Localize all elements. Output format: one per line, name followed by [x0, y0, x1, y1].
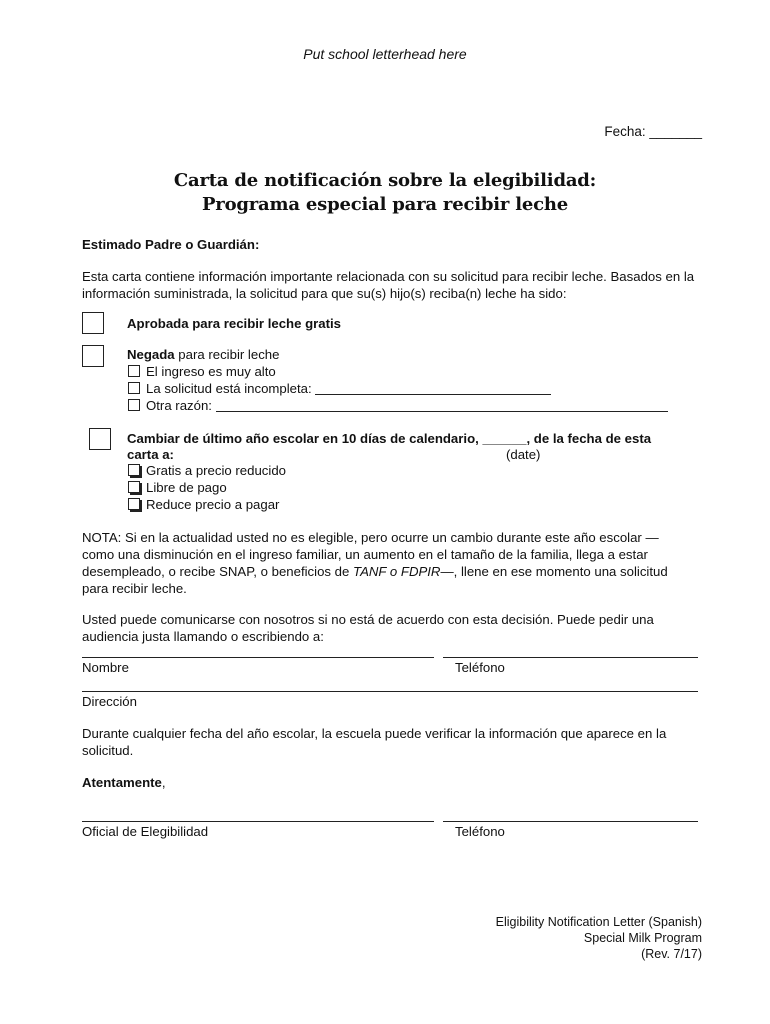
checkbox-icon[interactable] — [128, 365, 140, 377]
denied-option-incomplete[interactable] — [128, 380, 551, 397]
letter-subtitle: Programa especial para recibir leche — [201, 194, 569, 215]
other-reason-line[interactable] — [216, 411, 668, 412]
address-label: Dirección — [82, 694, 137, 709]
salutation: Estimado Padre o Guardián: — [82, 237, 260, 252]
footer-program: Special Milk Program — [583, 931, 702, 945]
change-option-free-reduced[interactable] — [128, 462, 286, 479]
note-paragraph — [82, 529, 694, 597]
appeal-paragraph: Usted puede comunicarse con nosotros si no está de acuerdo con esta decisión. Puede pedir una audiencia justa llamando o escribiendo a: — [82, 612, 654, 644]
closing-comma: , — [161, 775, 166, 790]
phone-line[interactable] — [443, 657, 698, 658]
change-option-reduced[interactable] — [128, 496, 279, 513]
option-label: El ingreso es muy alto — [146, 364, 276, 379]
date-field: Fecha: _______ — [604, 124, 702, 139]
note-text-end: —, llene en ese momento una solicitud para recibir leche. — [82, 564, 668, 596]
address-line[interactable] — [82, 691, 698, 692]
closing-word: Atentamente — [82, 775, 162, 790]
footer-form-name: Eligibility Notification Letter (Spanish) — [495, 915, 702, 929]
phone-label: Teléfono — [455, 660, 505, 675]
official-label: Oficial de Elegibilidad — [82, 824, 209, 839]
approved-checkbox[interactable] — [82, 312, 104, 334]
option-label: La solicitud está incompleta: — [146, 381, 316, 396]
checkbox-icon[interactable] — [128, 481, 140, 493]
name-label: Nombre — [82, 660, 129, 675]
denied-label-rest: para recibir leche — [174, 347, 280, 362]
footer-revision: (Rev. 7/17) — [641, 947, 702, 961]
denied-option-income[interactable] — [128, 363, 276, 380]
verification-paragraph: Durante cualquier fecha del año escolar, la escuela puede verificar la información que aparece en la solicitud. — [82, 726, 667, 758]
checkbox-icon[interactable] — [128, 464, 140, 476]
option-label: Gratis a precio reducido — [146, 463, 287, 478]
form-footer — [496, 914, 702, 962]
date-caption: (date) — [506, 447, 541, 462]
change-label-cont: carta a: — [127, 447, 174, 462]
option-label: Reduce precio a pagar — [146, 497, 280, 512]
note-text: NOTA: Si en la actualidad usted no es elegible, pero ocurre un cambio durante este año escolar — como una disminución en el ingreso familiar, un aumento en el tamaño de la familia, llega a estar desempleado, o recibe SNAP, o beneficios de — [82, 530, 659, 579]
denied-option-other[interactable] — [128, 397, 668, 414]
official-phone-label: Teléfono — [455, 824, 505, 839]
change-label: Cambiar de último año escolar en 10 días de calendario, ______, de la fecha de esta — [127, 431, 652, 446]
official-phone-line[interactable] — [443, 821, 698, 822]
option-label: Libre de pago — [146, 480, 227, 495]
closing — [82, 775, 166, 790]
letter-title: Carta de notificación sobre la elegibilidad: — [173, 170, 597, 191]
name-line[interactable] — [82, 657, 434, 658]
denied-checkbox[interactable] — [82, 345, 104, 367]
approved-label: Aprobada para recibir leche gratis — [127, 316, 342, 331]
change-option-free[interactable] — [128, 479, 227, 496]
letterhead-placeholder: Put school letterhead here — [303, 46, 467, 62]
denied-label — [127, 346, 279, 363]
change-checkbox[interactable] — [89, 428, 111, 450]
denied-label-bold: Negada — [127, 347, 175, 362]
checkbox-icon[interactable] — [128, 498, 140, 510]
checkbox-icon[interactable] — [128, 399, 140, 411]
intro-paragraph: Esta carta contiene información importante relacionada con su solicitud para recibir leche. Basados en la información suministrada, la solicitud para que su(s) hijo(s) reciba(n) leche ha sido: — [82, 269, 695, 301]
note-programs: TANF o FDPIR — [353, 564, 441, 579]
checkbox-icon[interactable] — [128, 382, 140, 394]
official-signature-line[interactable] — [82, 821, 434, 822]
option-label: Otra razón: — [146, 398, 216, 413]
incomplete-reason-line[interactable] — [315, 394, 551, 395]
